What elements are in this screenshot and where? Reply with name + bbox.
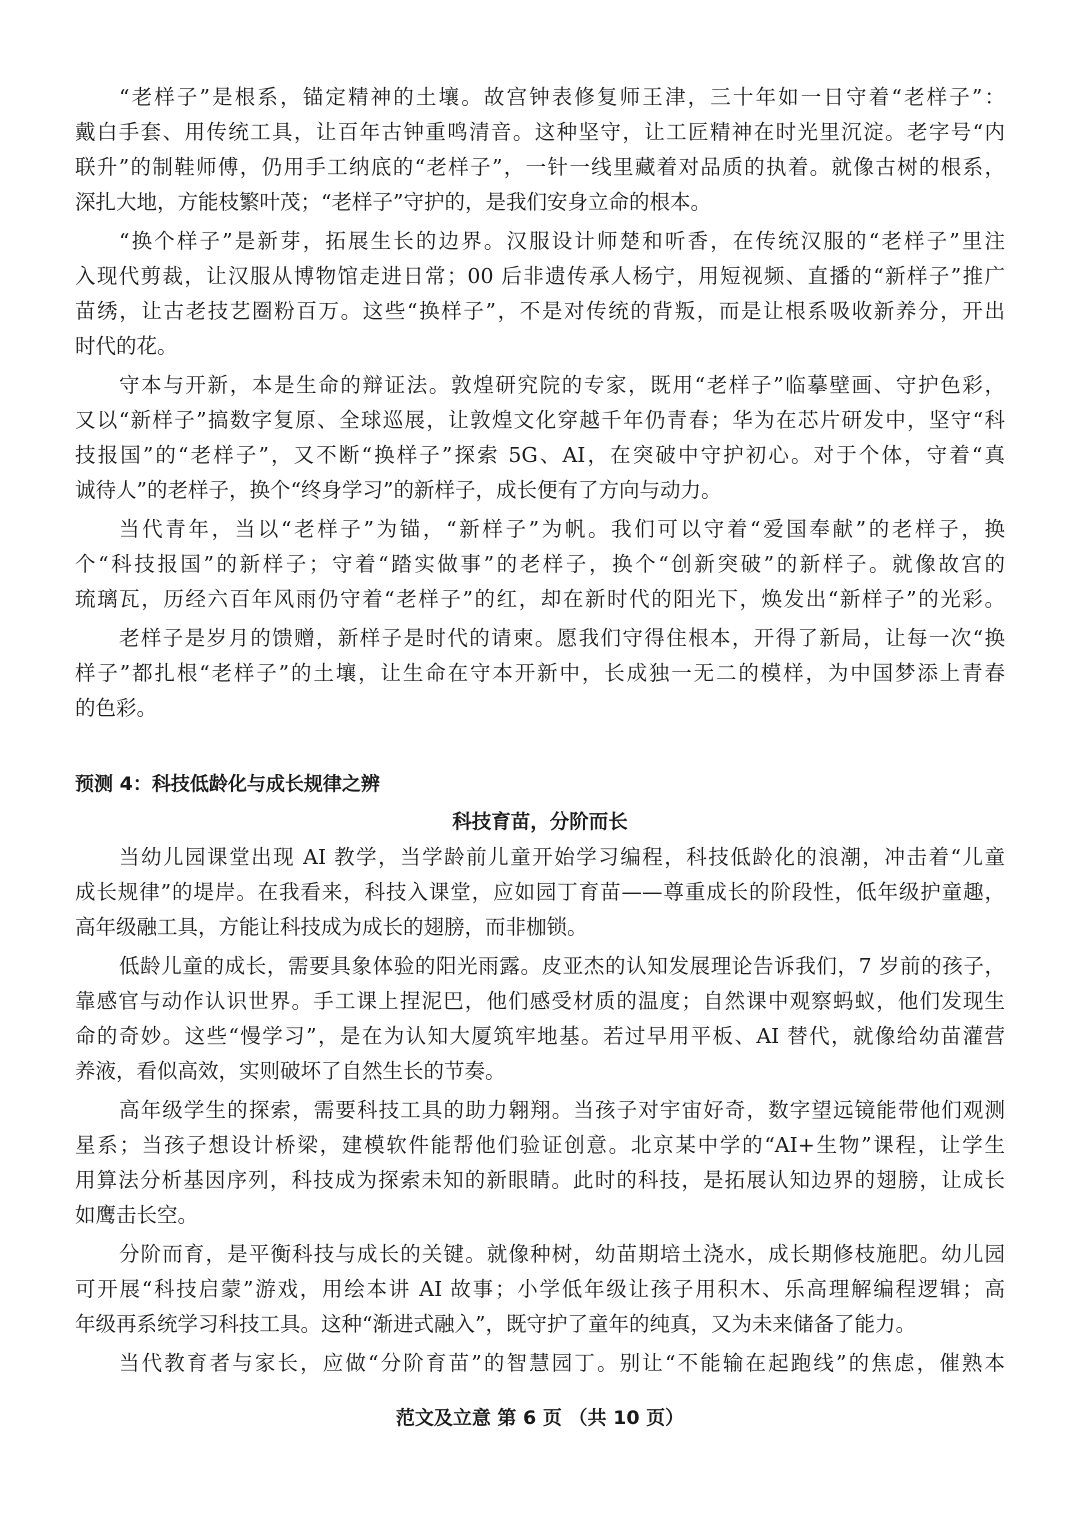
essay-title: 科技育苗，分阶而长	[452, 810, 628, 833]
text-line: 成长规律”的堤岸。在我看来，科技入课堂，应如园丁育苗——尊重成长的阶段性，低年级护童趣，	[75, 880, 1005, 904]
text-line: 时代的花。	[75, 334, 178, 358]
text-line: 样子”都扎根“老样子”的土壤，让生命在守本开新中，长成独一无二的模样，为中国梦添上青春	[75, 661, 1005, 685]
text-line: 靠感官与动作认识世界。手工课上捏泥巴，他们感受材质的温度；自然课中观察蚂蚁，他们发现生	[75, 989, 1005, 1013]
text-line: 高年级学生的探索，需要科技工具的助力翱翔。当孩子对宇宙好奇，数字望远镜能带他们观测	[119, 1098, 1005, 1122]
text-line: “换个样子”是新芽，拓展生长的边界。汉服设计师楚和听香，在传统汉服的“老样子”里注	[119, 229, 1005, 253]
text-line: 用算法分析基因序列，科技成为探索未知的新眼睛。此时的科技，是拓展认知边界的翅膀，让成长	[75, 1168, 1005, 1192]
paragraph	[75, 1346, 1005, 1381]
text-line: 如鹰击长空。	[75, 1203, 198, 1227]
text-line: 的色彩。	[75, 696, 157, 720]
text-line: 守本与开新，本是生命的辩证法。敦煌研究院的专家，既用“老样子”临摹壁画、守护色彩，	[119, 373, 1005, 397]
text-line: 当幼儿园课堂出现 AI 教学，当学龄前儿童开始学习编程，科技低龄化的浪潮，冲击着“儿童	[119, 845, 1005, 869]
text-line: 老样子是岁月的馈赠，新样子是时代的请柬。愿我们守得住根本，开得了新局，让每一次“换	[119, 626, 1005, 650]
text-line: 个“科技报国”的新样子；守着“踏实做事”的老样子，换个“创新突破”的新样子。就像故宫的	[75, 552, 1005, 576]
essay-continuation	[75, 80, 1005, 730]
text-line: 星系；当孩子想设计桥梁，建模软件能帮他们验证创意。北京某中学的“AI+生物”课程，让学生	[75, 1133, 1005, 1157]
page-footer: 范文及立意 第 6 页 （共 10 页）	[395, 1407, 685, 1429]
text-line: 又以“新样子”搞数字复原、全球巡展，让敦煌文化穿越千年仍青春；华为在芯片研发中，坚守“科	[75, 408, 1005, 432]
paragraph	[75, 840, 1005, 945]
paragraph	[75, 949, 1005, 1089]
text-line: 联升”的制鞋师傅，仍用手工纳底的“老样子”，一针一线里藏着对品质的执着。就像古树的根系，	[75, 155, 1005, 179]
paragraph	[75, 224, 1005, 364]
section-heading: 预测 4：科技低龄化与成长规律之辨	[75, 773, 380, 795]
paragraph	[75, 621, 1005, 726]
text-line: 当代教育者与家长，应做“分阶育苗”的智慧园丁。别让“不能输在起跑线”的焦虑，催熟本	[119, 1351, 1005, 1375]
essay-body	[75, 840, 1005, 1385]
text-line: 戴白手套、用传统工具，让百年古钟重鸣清音。这种坚守，让工匠精神在时光里沉淀。老字号“内	[75, 120, 1005, 144]
text-line: 命的奇妙。这些“慢学习”，是在为认知大厦筑牢地基。若过早用平板、AI 替代，就像给幼苗灌营	[75, 1024, 1005, 1048]
text-line: 入现代剪裁，让汉服从博物馆走进日常；00 后非遗传承人杨宁，用短视频、直播的“新样子”推广	[75, 264, 1005, 288]
text-line: 年级再系统学习科技工具。这种“渐进式融入”，既守护了童年的纯真，又为未来储备了能力。	[75, 1312, 916, 1336]
text-line: 诚待人”的老样子，换个“终身学习”的新样子，成长便有了方向与动力。	[75, 478, 722, 502]
text-line: “老样子”是根系，锚定精神的土壤。故宫钟表修复师王津，三十年如一日守着“老样子”：	[119, 85, 1005, 109]
text-line: 低龄儿童的成长，需要具象体验的阳光雨露。皮亚杰的认知发展理论告诉我们，7 岁前的孩子，	[119, 954, 1005, 978]
text-line: 深扎大地，方能枝繁叶茂；“老样子”守护的，是我们安身立命的根本。	[75, 190, 711, 214]
text-line: 养液，看似高效，实则破坏了自然生长的节奏。	[75, 1059, 506, 1083]
paragraph	[75, 512, 1005, 617]
text-line: 琉璃瓦，历经六百年风雨仍守着“老样子”的红，却在新时代的阳光下，焕发出“新样子”的光彩。	[75, 587, 1005, 611]
paragraph	[75, 368, 1005, 508]
text-line: 分阶而育，是平衡科技与成长的关键。就像种树，幼苗期培土浇水，成长期修枝施肥。幼儿园	[119, 1242, 1005, 1266]
paragraph	[75, 80, 1005, 220]
paragraph	[75, 1093, 1005, 1233]
paragraph	[75, 1237, 1005, 1342]
text-line: 高年级融工具，方能让科技成为成长的翅膀，而非枷锁。	[75, 915, 588, 939]
text-line: 可开展“科技启蒙”游戏，用绘本讲 AI 故事；小学低年级让孩子用积木、乐高理解编程逻辑；高	[75, 1277, 1005, 1301]
text-line: 苗绣，让古老技艺圈粉百万。这些“换样子”，不是对传统的背叛，而是让根系吸收新养分，开出	[75, 299, 1005, 323]
text-line: 技报国”的“老样子”，又不断“换样子”探索 5G、AI，在突破中守护初心。对于个体，守着“真	[75, 443, 1005, 467]
text-line: 当代青年，当以“老样子”为锚，“新样子”为帆。我们可以守着“爱国奉献”的老样子，换	[119, 517, 1005, 541]
